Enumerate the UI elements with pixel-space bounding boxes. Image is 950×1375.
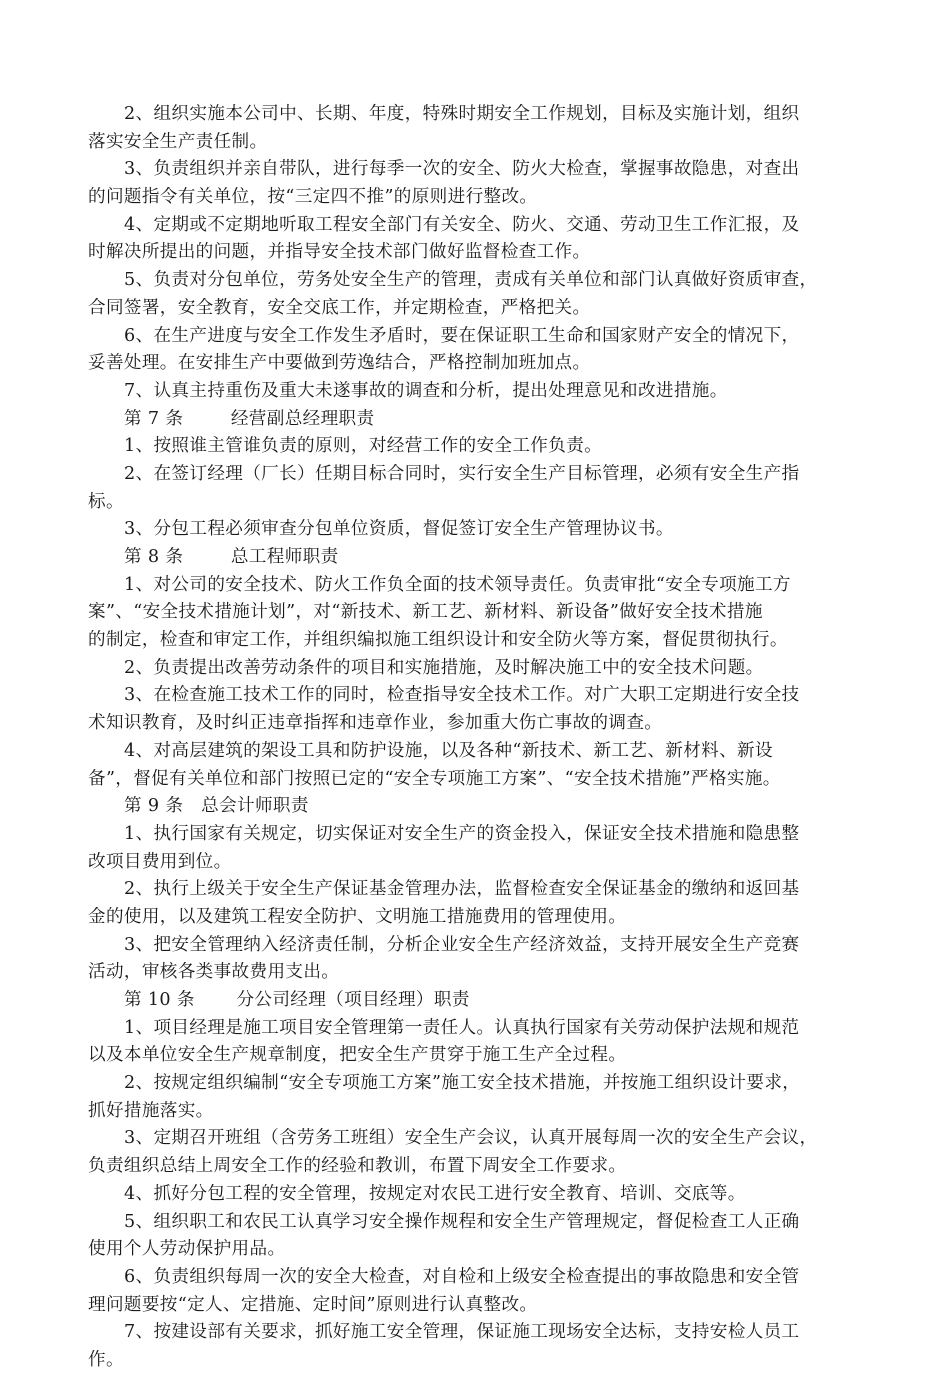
text-line: 3、在检查施工技术工作的同时，检查指导安全技术工作。对广大职工定期进行安全技 — [124, 685, 800, 706]
text-line: 妥善处理。在安排生产中要做到劳逸结合，严格控制加班加点。 — [88, 353, 591, 374]
text-line: 2、在签订经理（厂长）任期目标合同时，实行安全生产目标管理，必须有安全生产指 — [124, 463, 800, 484]
text-line: 2、组织实施本公司中、长期、年度，特殊时期安全工作规划，目标及实施计划，组织 — [124, 104, 800, 124]
text-line: 改项目费用到位。 — [88, 851, 232, 872]
text-line: 4、定期或不定期地听取工程安全部门有关安全、防火、交通、劳动卫生工作汇报，及 — [124, 214, 800, 235]
text-line: 时解决所提出的问题，并指导安全技术部门做好监督检查工作。 — [88, 242, 591, 263]
article-heading: 第 8 条 总工程师职责 — [124, 547, 339, 567]
text-line: 2、负责提出改善劳动条件的项目和实施措施，及时解决施工中的安全技术问题。 — [124, 657, 764, 678]
text-line: 合同签署，安全教育，安全交底工作，并定期检查，严格把关。 — [88, 297, 591, 318]
text-line: 标。 — [88, 491, 124, 512]
text-line: 3、负责组织并亲自带队，进行每季一次的安全、防火大检查，掌握事故隐患，对查出 — [124, 159, 800, 180]
text-line: 作。 — [88, 1349, 124, 1370]
text-line: 抓好措施落实。 — [88, 1100, 214, 1121]
text-line: 的制定，检查和审定工作，并组织编拟施工组织设计和安全防火等方案，督促贯彻执行。 — [88, 630, 788, 651]
text-line: 以及本单位安全生产规章制度，把安全生产贯穿于施工生产全过程。 — [88, 1045, 627, 1066]
document-body — [88, 101, 868, 1375]
text-line: 4、抓好分包工程的安全管理，按规定对农民工进行安全教育、培训、交底等。 — [124, 1183, 746, 1204]
text-line: 1、对公司的安全技术、防火工作负全面的技术领导责任。负责审批“安全专项施工方 — [124, 574, 791, 595]
text-line: 的问题指令有关单位，按“三定四不推”的原则进行整改。 — [88, 187, 538, 208]
article-heading: 第 9 条 总会计师职责 — [124, 796, 309, 817]
article-heading: 第 10 条 分公司经理（项目经理）职责 — [124, 990, 470, 1010]
text-line: 3、把安全管理纳入经济责任制，分析企业安全生产经济效益，支持开展安全生产竞赛 — [124, 934, 800, 955]
text-line: 1、执行国家有关规定，切实保证对安全生产的资金投入，保证安全技术措施和隐患整 — [124, 823, 800, 844]
text-line: 负责组织总结上周安全工作的经验和教训，布置下周安全工作要求。 — [88, 1156, 627, 1177]
text-line: 5、组织职工和农民工认真学习安全操作规程和安全生产管理规定，督促检查工人正确 — [124, 1211, 800, 1232]
text-line: 金的使用，以及建筑工程安全防护、文明施工措施费用的管理使用。 — [88, 906, 627, 927]
text-line: 活动，审核各类事故费用支出。 — [88, 962, 340, 983]
text-line: 3、定期召开班组（含劳务工班组）安全生产会议，认真开展每周一次的安全生产会议， — [124, 1128, 818, 1149]
text-line: 1、项目经理是施工项目安全管理第一责任人。认真执行国家有关劳动保护法规和规范 — [124, 1017, 800, 1038]
text-line: 使用个人劳动保护用品。 — [88, 1239, 286, 1260]
text-line: 7、认真主持重伤及重大未遂事故的调查和分析，提出处理意见和改进措施。 — [124, 380, 728, 401]
text-line: 3、分包工程必须审查分包单位资质，督促签订安全生产管理协议书。 — [124, 519, 674, 540]
article-heading: 第 7 条 经营副总经理职责 — [124, 408, 375, 429]
text-line: 7、按建设部有关要求，抓好施工安全管理，保证施工现场安全达标，支持安检人员工 — [124, 1322, 800, 1343]
text-line: 6、在生产进度与安全工作发生矛盾时，要在保证职工生命和国家财产安全的情况下， — [124, 325, 800, 346]
text-line: 4、对高层建筑的架设工具和防护设施，以及各种“新技术、新工艺、新材料、新设 — [124, 740, 773, 761]
text-line: 理问题要按“定人、定措施、定时间”原则进行认真整改。 — [88, 1294, 538, 1315]
text-line: 1、按照谁主管谁负责的原则，对经营工作的安全工作负责。 — [124, 436, 603, 457]
text-line: 落实安全生产责任制。 — [88, 131, 268, 152]
text-line: 2、按规定组织编制“安全专项施工方案”施工安全技术措施，并按施工组织设计要求， — [124, 1073, 801, 1094]
document-page — [88, 101, 868, 1375]
text-line: 5、负责对分包单位，劳务处安全生产的管理，责成有关单位和部门认真做好资质审查， — [124, 270, 818, 291]
text-line: 备”，督促有关单位和部门按照已定的“安全专项施工方案”、“安全技术措施”严格实施。 — [88, 768, 781, 789]
text-line: 术知识教育，及时纠正违章指挥和违章作业，参加重大伤亡事故的调查。 — [88, 713, 663, 734]
text-line: 2、执行上级关于安全生产保证基金管理办法，监督检查安全保证基金的缴纳和返回基 — [124, 879, 800, 900]
text-line: 案”、“安全技术措施计划”，对“新技术、新工艺、新材料、新设备”做好安全技术措施 — [88, 602, 763, 623]
text-line: 6、负责组织每周一次的安全大检查，对自检和上级安全检查提出的事故隐患和安全管 — [124, 1266, 800, 1287]
